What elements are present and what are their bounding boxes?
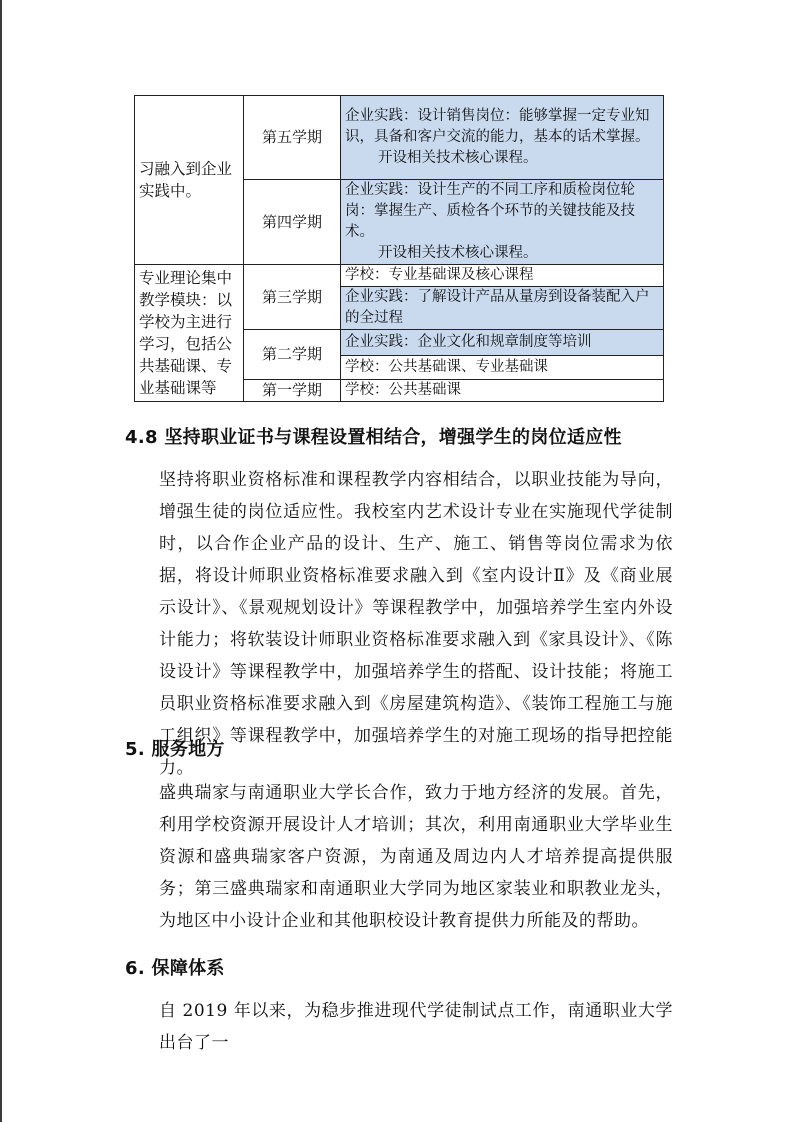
practice-note: 开设相关技术核心课程。 — [378, 150, 538, 166]
enterprise-practice-cell: 企业实践：企业文化和规章制度等培训 — [341, 330, 664, 356]
section-heading-6: 6. 保障体系 — [125, 958, 225, 979]
section-heading-4-8: 4.8 坚持职业证书与课程设置相结合，增强学生的岗位适应性 — [125, 427, 622, 448]
section-paragraph — [125, 995, 673, 1059]
enterprise-practice-cell: 企业实践：了解设计产品从量房到设备装配入户的全过程 — [341, 287, 664, 330]
paragraph-text: 自 2019 年以来，为稳步推进现代学徒制试点工作，南通职业大学出台了一 — [159, 1001, 673, 1053]
term-cell: 第四学期 — [244, 180, 341, 265]
enterprise-practice-cell — [341, 180, 664, 265]
term-cell: 第一学期 — [244, 380, 341, 402]
paragraph-text: 坚持将职业资格标准和课程教学内容相结合，以职业技能为导向，增强生徒的岗位适应性。我校室内艺术设计专业在实施现代学徒制时，以合作企业产品的设计、生产、施工、销售等岗位需求为依据，将设计师职业资格标准要求融入到《室内设计Ⅱ》及《商业展示设计》、《景观规划设计》等课程教学中，加强培养学生室内外设计能力；将软装设计师职业资格标准要求融入到《家具设计》、《陈设设计》等课程教学中，加强培养学生的搭配、设计技能；将施工员职业资格标准要求融入到《房屋建筑构造》、《装饰工程施工与施工组织》等课程教学中，加强培养学生的对施工现场的指导把控能力。 — [159, 470, 673, 778]
practice-text: 企业实践：设计销售岗位：能够掌握一定专业知识，具备和客户交流的能力，基本的话术掌握。 — [345, 108, 650, 145]
school-course-cell: 学校：公共基础课、专业基础课 — [341, 356, 664, 380]
practice-text: 企业实践：设计生产的不同工序和质检岗位轮岗：掌握生产、质检各个环节的关键技能及技术。 — [345, 182, 635, 240]
section-heading-5: 5. 服务地方 — [125, 739, 225, 760]
section-paragraph — [125, 777, 673, 937]
enterprise-practice-cell — [341, 96, 664, 180]
apprenticeship-course-table — [134, 95, 664, 402]
page-left-border — [0, 0, 2, 1122]
table-row — [135, 265, 664, 287]
school-course-cell: 学校：公共基础课 — [341, 380, 664, 402]
module-cell-enterprise: 习融入到企业实践中。 — [135, 96, 244, 265]
school-course-cell: 学校：专业基础课及核心课程 — [341, 265, 664, 287]
term-cell: 第二学期 — [244, 330, 341, 380]
module-cell-theory: 专业理论集中教学模块：以学校为主进行学习，包括公共基础课、专业基础课等 — [135, 265, 244, 402]
table-row — [135, 96, 664, 180]
practice-note: 开设相关技术核心课程。 — [378, 245, 538, 261]
term-cell: 第三学期 — [244, 265, 341, 330]
paragraph-text: 盛典瑞家与南通职业大学长合作，致力于地方经济的发展。首先，利用学校资源开展设计人才培训；其次，利用南通职业大学毕业生资源和盛典瑞家客户资源，为南通及周边内人才培养提高提供服务；第三盛典瑞家和南通职业大学同为地区家装业和职教业龙头，为地区中小设计企业和其他职校设计教育提供力所能及的帮助。 — [159, 783, 673, 931]
term-cell: 第五学期 — [244, 96, 341, 180]
